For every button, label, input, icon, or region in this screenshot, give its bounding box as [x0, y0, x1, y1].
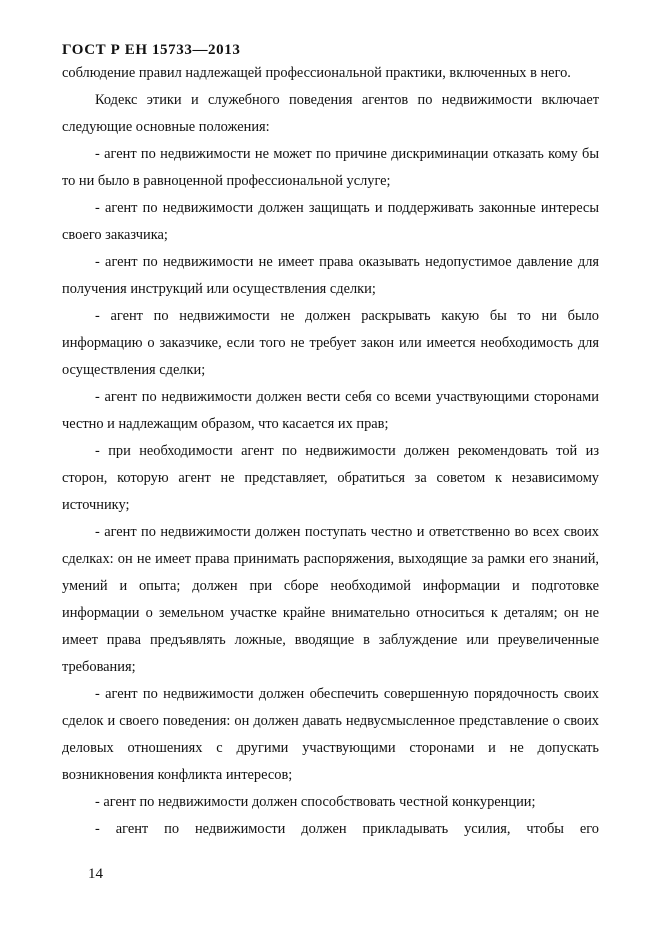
document-body [62, 60, 599, 843]
paragraph: - агент по недвижимости не имеет права оказывать недопустимое давление для получения инструкций или осуществления сделки; [62, 254, 599, 297]
paragraph: - агент по недвижимости должен вести себя со всеми участвующими сторонами честно и надлежащим образом, что касается их прав; [62, 389, 599, 432]
paragraph: Кодекс этики и служебного поведения агентов по недвижимости включает следующие основные положения: [62, 92, 599, 135]
paragraph: - агент по недвижимости должен защищать и поддерживать законные интересы своего заказчика; [62, 200, 599, 243]
page-number: 14 [88, 866, 103, 882]
paragraph: - агент по недвижимости должен прикладывать усилия, чтобы его [95, 821, 599, 837]
paragraph: - агент по недвижимости должен способствовать честной конкуренции; [95, 794, 536, 810]
paragraph: - агент по недвижимости не должен раскрывать какую бы то ни было информацию о заказчике, если того не требует закон или имеется необходимость для осуществления сделки; [62, 308, 599, 378]
paragraph: - агент по недвижимости не может по причине дискриминации отказать кому бы то ни было в равноценной профессиональной услуге; [62, 146, 599, 189]
standard-header: ГОСТ Р ЕН 15733—2013 [62, 42, 241, 58]
paragraph: соблюдение правил надлежащей профессиональной практики, включенных в него. [62, 65, 571, 81]
paragraph: - при необходимости агент по недвижимости должен рекомендовать той из сторон, которую агент не представляет, обратиться за советом к независимому источнику; [62, 443, 599, 513]
paragraph: - агент по недвижимости должен обеспечить совершенную порядочность своих сделок и своего поведения: он должен давать недвусмысленное представление о своих деловых отношениях с другими участвующими сторонами и не допускать возникновения конфликта интересов; [62, 686, 599, 783]
paragraph: - агент по недвижимости должен поступать честно и ответственно во всех своих сделках: он не имеет права принимать распоряжения, выходящие за рамки его знаний, умений и опыта; должен при сборе необходимой информации и подготовке информации о земельном участке крайне внимательно относиться к деталям; он не имеет права предъявлять ложные, вводящие в заблуждение или преувеличенные требования; [62, 524, 599, 675]
